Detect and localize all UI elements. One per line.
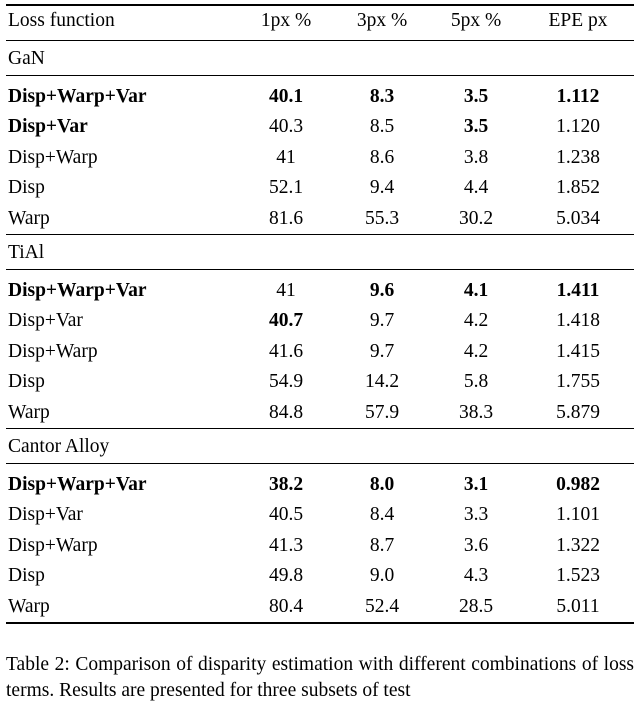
cell-epe: 1.322 xyxy=(556,534,600,556)
cell-1px: 49.8 xyxy=(268,565,304,586)
cell-1px: 81.6 xyxy=(268,207,304,229)
table-row xyxy=(6,336,634,367)
cell-3px: 57.9 xyxy=(364,401,400,423)
cell-5px: 4.3 xyxy=(463,565,489,586)
table-row xyxy=(6,530,634,561)
cell-epe: 1.852 xyxy=(556,177,600,198)
cell-5px: 3.3 xyxy=(463,504,489,525)
cell-3px: 8.6 xyxy=(369,146,395,168)
row-label: Disp xyxy=(8,371,45,392)
cell-3px: 8.0 xyxy=(369,473,395,495)
column-header-1px: 1px % xyxy=(238,5,334,40)
row-label: Disp+Warp+Var xyxy=(8,473,147,495)
table-head xyxy=(6,5,634,40)
table-row xyxy=(6,112,634,143)
cell-1px: 40.1 xyxy=(268,85,304,107)
table-row xyxy=(6,142,634,173)
cell-3px: 8.4 xyxy=(369,504,395,525)
cell-5px: 3.5 xyxy=(463,116,489,137)
caption-label: Table 2: xyxy=(6,654,70,675)
cell-5px: 3.5 xyxy=(463,85,489,107)
table-row xyxy=(6,203,634,234)
cell-epe: 1.238 xyxy=(556,146,600,168)
row-label: Disp+Warp xyxy=(8,146,98,168)
cell-5px: 28.5 xyxy=(458,595,494,617)
cell-3px: 9.7 xyxy=(369,340,395,362)
cell-3px: 9.4 xyxy=(369,177,395,198)
cell-epe: 5.879 xyxy=(556,401,600,423)
group-label: TiAl xyxy=(6,234,634,270)
column-header-epe: EPE px xyxy=(522,5,634,40)
cell-1px: 52.1 xyxy=(268,177,304,198)
cell-3px: 8.7 xyxy=(369,534,395,556)
cell-epe: 5.011 xyxy=(556,595,600,617)
group-header-row xyxy=(6,40,634,76)
cell-5px: 5.8 xyxy=(463,371,489,392)
row-label: Disp xyxy=(8,177,45,198)
table-header-row xyxy=(6,5,634,40)
cell-1px: 80.4 xyxy=(268,595,304,617)
cell-1px: 41.3 xyxy=(268,534,304,556)
results-table xyxy=(6,4,634,624)
cell-5px: 4.2 xyxy=(463,340,489,362)
table-row xyxy=(6,469,634,500)
table-row xyxy=(6,275,634,306)
table-row xyxy=(6,367,634,398)
row-label: Disp+Warp+Var xyxy=(8,279,147,301)
caption-text: Comparison of disparity estimation with different combinations of loss terms. Results are presented for three subsets of test xyxy=(6,654,634,701)
cell-5px: 4.4 xyxy=(463,177,489,198)
cell-epe: 1.112 xyxy=(556,85,600,107)
cell-epe: 1.523 xyxy=(556,565,600,586)
cell-3px: 52.4 xyxy=(364,595,400,617)
cell-epe: 1.755 xyxy=(556,371,600,392)
table-bottom-rule xyxy=(6,623,634,624)
cell-epe: 1.101 xyxy=(556,504,600,525)
row-label: Warp xyxy=(8,401,50,423)
cell-1px: 40.5 xyxy=(268,504,304,525)
row-label: Disp+Var xyxy=(8,310,83,331)
group-header-row xyxy=(6,428,634,464)
cell-epe: 1.418 xyxy=(556,310,600,331)
cell-3px: 55.3 xyxy=(364,207,400,229)
cell-5px: 30.2 xyxy=(458,207,494,229)
cell-5px: 3.8 xyxy=(463,146,489,168)
column-header-5px: 5px % xyxy=(430,5,522,40)
row-label: Warp xyxy=(8,595,50,617)
row-label: Disp+Var xyxy=(8,504,83,525)
cell-3px: 9.6 xyxy=(369,279,395,301)
cell-3px: 8.3 xyxy=(369,85,395,107)
cell-5px: 4.1 xyxy=(463,279,489,301)
cell-epe: 1.411 xyxy=(556,279,600,301)
cell-5px: 38.3 xyxy=(458,401,494,423)
column-header-loss-function: Loss function xyxy=(6,5,238,40)
cell-1px: 41 xyxy=(276,146,296,168)
row-label: Disp+Warp xyxy=(8,340,98,362)
table-row xyxy=(6,81,634,112)
cell-3px: 9.0 xyxy=(369,565,395,586)
group-label: Cantor Alloy xyxy=(6,428,634,464)
cell-1px: 41 xyxy=(276,279,296,301)
table-caption xyxy=(6,652,634,703)
cell-1px: 38.2 xyxy=(268,473,304,495)
row-label: Disp+Warp+Var xyxy=(8,85,147,107)
table-row xyxy=(6,397,634,428)
row-label: Disp+Var xyxy=(8,116,88,137)
row-label: Warp xyxy=(8,207,50,229)
cell-5px: 3.1 xyxy=(463,473,489,495)
cell-1px: 54.9 xyxy=(268,371,304,392)
cell-5px: 4.2 xyxy=(463,310,489,331)
cell-3px: 8.5 xyxy=(369,116,395,137)
paper-table-figure xyxy=(0,4,640,705)
table-row xyxy=(6,306,634,337)
row-label: Disp xyxy=(8,565,45,586)
table-row xyxy=(6,500,634,531)
cell-epe: 5.034 xyxy=(556,207,600,229)
cell-1px: 40.7 xyxy=(268,310,304,331)
group-label: GaN xyxy=(6,40,634,76)
cell-5px: 3.6 xyxy=(463,534,489,556)
row-label: Disp+Warp xyxy=(8,534,98,556)
cell-epe: 1.120 xyxy=(556,116,600,137)
cell-epe: 1.415 xyxy=(556,340,600,362)
table-row xyxy=(6,173,634,204)
table-row xyxy=(6,561,634,592)
cell-1px: 40.3 xyxy=(268,116,304,137)
cell-3px: 9.7 xyxy=(369,310,395,331)
cell-1px: 84.8 xyxy=(268,401,304,423)
table-body xyxy=(6,40,634,624)
column-header-3px: 3px % xyxy=(334,5,430,40)
cell-1px: 41.6 xyxy=(268,340,304,362)
cell-3px: 14.2 xyxy=(364,371,400,392)
group-header-row xyxy=(6,234,634,270)
table-row xyxy=(6,591,634,623)
cell-epe: 0.982 xyxy=(556,473,600,495)
